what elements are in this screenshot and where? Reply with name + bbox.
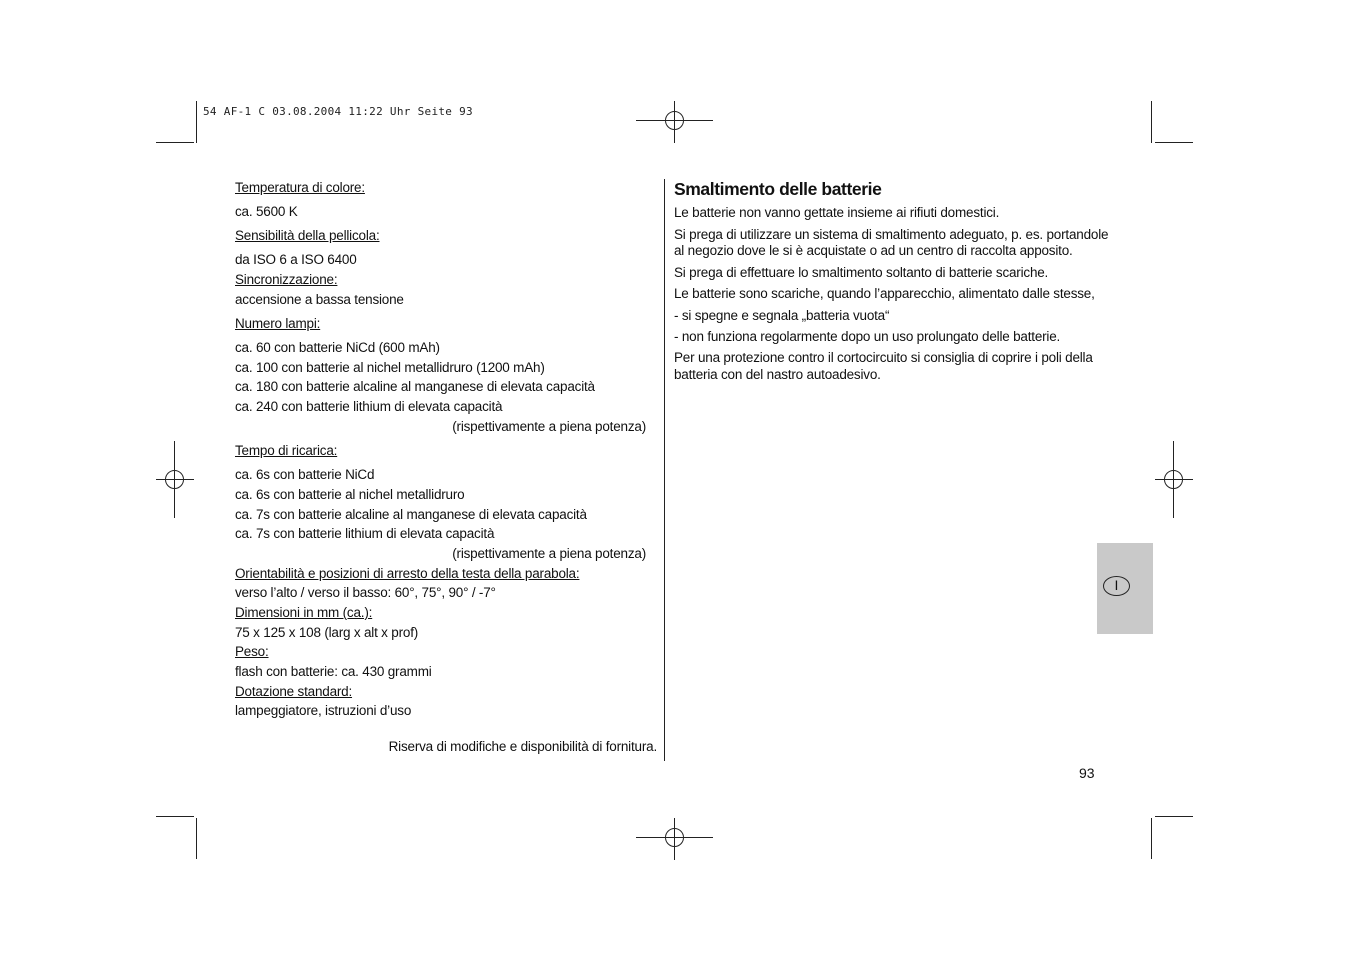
crop-mark-bottom-right-vertical [1151, 818, 1152, 859]
language-tab-letter: I [1103, 576, 1130, 596]
language-tab [1097, 543, 1153, 634]
head-label: Orientabilità e posizioni di arresto della testa della parabola: [235, 566, 580, 581]
standard-value: lampeggiatore, istruzioni d’uso [235, 703, 412, 718]
recycle-item: ca. 7s con batterie alcaline al manganese di elevata capacità [235, 507, 587, 522]
footnote: Riserva di modifiche e disponibilità di fornitura. [388, 739, 657, 754]
crop-mark-top-left-horizontal [156, 142, 194, 143]
section-heading: Smaltimento delle batterie [674, 179, 882, 199]
paragraph-line: al negozio dove le si è acquistate o ad un centro di raccolta apposito. [674, 243, 1073, 258]
paragraph: Si prega di effettuare lo smaltimento soltanto di batterie scariche. [674, 265, 1049, 280]
crop-mark-top-right-vertical [1151, 101, 1152, 143]
film-speed-value: da ISO 6 a ISO 6400 [235, 252, 357, 267]
flashes-note: (rispettivamente a piena potenza) [452, 419, 646, 434]
column-divider [664, 179, 665, 761]
recycle-note: (rispettivamente a piena potenza) [452, 546, 646, 561]
crop-mark-top-left-vertical [196, 101, 197, 143]
paragraph-line: batteria con del nastro autoadesivo. [674, 367, 881, 382]
list-item: - non funziona regolarmente dopo un uso prolungato delle batterie. [674, 329, 1061, 344]
crop-mark-bottom-left-vertical [196, 818, 197, 859]
head-value: verso l’alto / verso il basso: 60°, 75°, 90° / -7° [235, 585, 496, 600]
flashes-item: ca. 100 con batterie al nichel metallidruro (1200 mAh) [235, 360, 545, 375]
paragraph-line: Si prega di utilizzare un sistema di smaltimento adeguato, p. es. portandole [674, 227, 1109, 242]
paragraph: Le batterie non vanno gettate insieme ai rifiuti domestici. [674, 205, 1000, 220]
recycle-item: ca. 6s con batterie al nichel metallidruro [235, 487, 465, 502]
sync-value: accensione a bassa tensione [235, 292, 404, 307]
list-item: - si spegne e segnala „batteria vuota“ [674, 308, 890, 323]
page-number: 93 [1079, 765, 1095, 781]
paragraph-line: Per una protezione contro il cortocircuito si consiglia di coprire i poli della [674, 350, 1093, 365]
print-slug: 54 AF-1 C 03.08.2004 11:22 Uhr Seite 93 [203, 105, 473, 118]
standard-label: Dotazione standard: [235, 684, 353, 699]
crop-mark-bottom-left-horizontal [156, 816, 194, 817]
crop-mark-top-right-horizontal [1155, 142, 1193, 143]
paragraph: Le batterie sono scariche, quando l’apparecchio, alimentato dalle stesse, [674, 286, 1095, 301]
flashes-item: ca. 60 con batterie NiCd (600 mAh) [235, 340, 440, 355]
recycle-label: Tempo di ricarica: [235, 443, 338, 458]
flashes-item: ca. 180 con batterie alcaline al manganese di elevata capacità [235, 379, 595, 394]
recycle-item: ca. 6s con batterie NiCd [235, 467, 375, 482]
recycle-item: ca. 7s con batterie lithium di elevata capacità [235, 526, 495, 541]
dims-value: 75 x 125 x 108 (larg x alt x prof) [235, 625, 419, 640]
crop-mark-bottom-right-horizontal [1155, 816, 1193, 817]
flashes-label: Numero lampi: [235, 316, 321, 331]
weight-value: flash con batterie: ca. 430 grammi [235, 664, 432, 679]
dims-label: Dimensioni in mm (ca.): [235, 605, 373, 620]
sync-label: Sincronizzazione: [235, 272, 338, 287]
weight-label: Peso: [235, 644, 269, 659]
flashes-item: ca. 240 con batterie lithium di elevata capacità [235, 399, 503, 414]
color-temp-label: Temperatura di colore: [235, 180, 365, 195]
color-temp-value: ca. 5600 K [235, 204, 298, 219]
film-speed-label: Sensibilità della pellicola: [235, 228, 380, 243]
